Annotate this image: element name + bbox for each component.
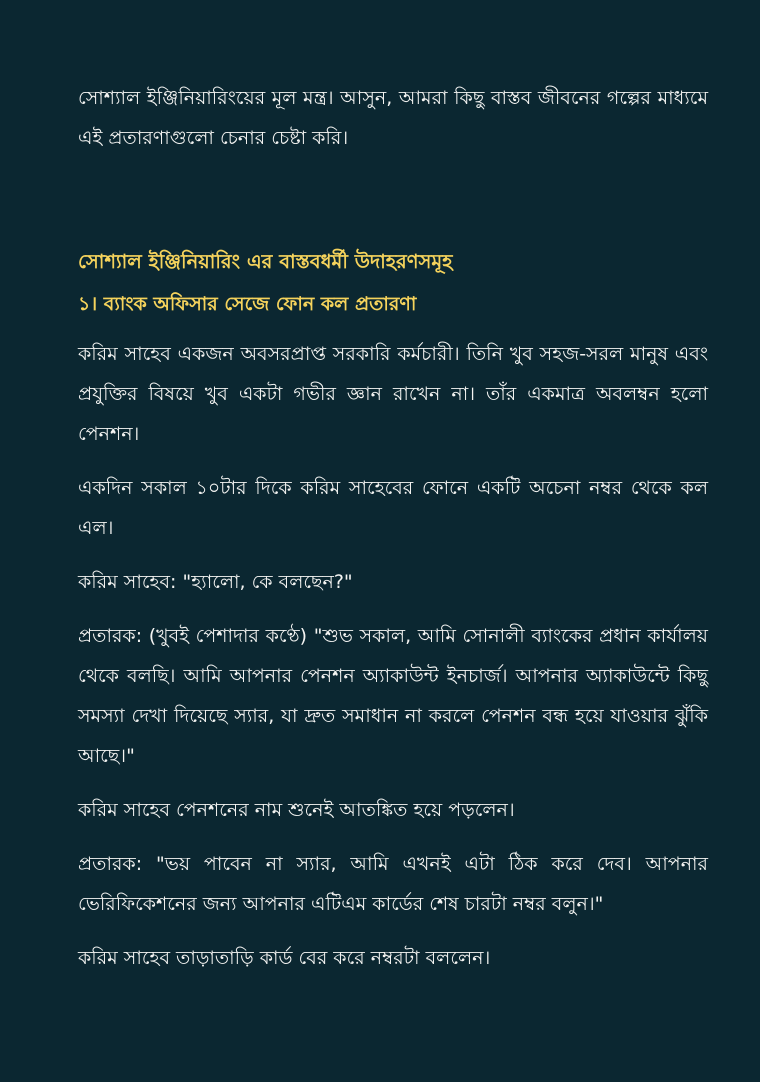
paragraph-1: করিম সাহেব একজন অবসরপ্রাপ্ত সরকারি কর্মচারী। তিনি খুব সহজ-সরল মানুষ এবং প্রযুক্তির বিষয়ে খুব একটা গভীর জ্ঞান রাখেন না। তাঁর একমাত্র অবলম্বন হলো পেনশন। — [78, 343, 708, 445]
section-heading: সোশ্যাল ইঞ্জিনিয়ারিং এর বাস্তবধর্মী উদাহরণসমূহ — [78, 250, 453, 273]
paragraph-4: প্রতারক: (খুবই পেশাদার কণ্ঠে) "শুভ সকাল, আমি সোনালী ব্যাংকের প্রধান কার্যালয় থেকে বলছি। আমি আপনার পেনশন অ্যাকাউন্ট ইনচার্জ। আপনার অ্যাকাউন্টে কিছু সমস্যা দেখা দিয়েছে স্যার, যা দ্রুত সমাধান না করলে পেনশন বন্ধ হয়ে যাওয়ার ঝুঁকি আছে।" — [78, 625, 708, 767]
paragraph-5: করিম সাহেব পেনশনের নাম শুনেই আতঙ্কিত হয়ে পড়লেন। — [78, 799, 515, 821]
sub-heading: ১। ব্যাংক অফিসার সেজে ফোন কল প্রতারণা — [78, 293, 417, 315]
paragraph-6: প্রতারক: "ভয় পাবেন না স্যার, আমি এখনই এটা ঠিক করে দেব। আপনার ভেরিফিকেশনের জন্য আপনার এটিএম কার্ডের শেষ চারটা নম্বর বলুন।" — [78, 853, 708, 915]
paragraph-2: একদিন সকাল ১০টার দিকে করিম সাহেবের ফোনে একটি অচেনা নম্বর থেকে কল এল। — [78, 477, 708, 539]
intro-paragraph: সোশ্যাল ইঞ্জিনিয়ারিংয়ের মূল মন্ত্র। আসুন, আমরা কিছু বাস্তব জীবনের গল্পের মাধ্যমে এই প্রতারণাগুলো চেনার চেষ্টা করি। — [78, 87, 708, 149]
paragraph-7: করিম সাহেব তাড়াতাড়ি কার্ড বের করে নম্বরটা বললেন। — [78, 947, 491, 969]
paragraph-3: করিম সাহেব: "হ্যালো, কে বলছেন?" — [78, 571, 353, 593]
